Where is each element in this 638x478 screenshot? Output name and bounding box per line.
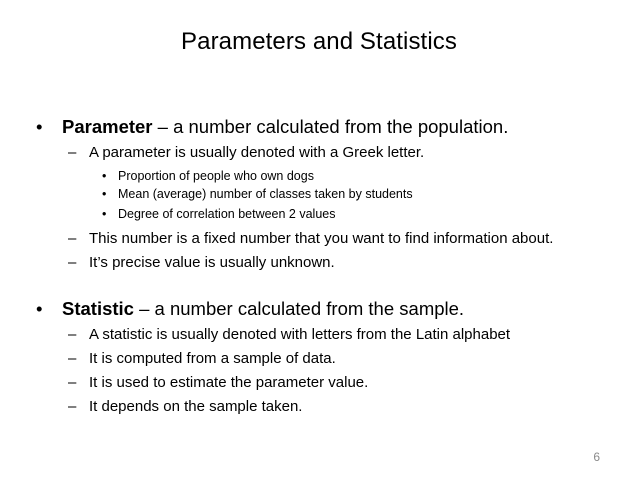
sub-point-text: It depends on the sample taken. [89,398,303,415]
term-parameter: Parameter [62,116,153,137]
dash-marker: – [68,144,77,161]
bullet-parameter-text [62,115,508,139]
dash-marker: – [68,350,77,367]
bullet-marker: • [102,207,107,221]
page-number: 6 [593,450,600,464]
definition-parameter: – a number calculated from the population. [152,116,509,137]
sub-point-text: This number is a fixed number that you want to find information about. [89,230,554,247]
example-text: Mean (average) number of classes taken by students [118,187,413,201]
dash-marker: – [68,254,77,271]
term-statistic: Statistic [62,298,134,319]
sub-point-text: A statistic is usually denoted with letters from the Latin alphabet [89,326,511,343]
sub-point-text: It is used to estimate the parameter value. [89,374,369,391]
dash-marker: – [68,398,77,415]
dash-marker: – [68,230,77,247]
sub-point-text: It is computed from a sample of data. [89,350,336,367]
dash-marker: – [68,374,77,391]
bullet-marker: • [102,187,107,201]
slide-title: Parameters and Statistics [181,28,457,55]
definition-statistic: – a number calculated from the sample. [133,298,465,319]
dash-marker: – [68,326,77,343]
example-text: Proportion of people who own dogs [118,169,314,183]
bullet-marker: • [36,298,43,319]
example-text: Degree of correlation between 2 values [118,207,336,221]
bullet-marker: • [36,116,43,137]
sub-point-text: A parameter is usually denoted with a Greek letter. [89,144,425,161]
sub-point-text: It’s precise value is usually unknown. [89,254,335,271]
bullet-statistic-text [62,297,464,321]
bullet-marker: • [102,169,107,183]
